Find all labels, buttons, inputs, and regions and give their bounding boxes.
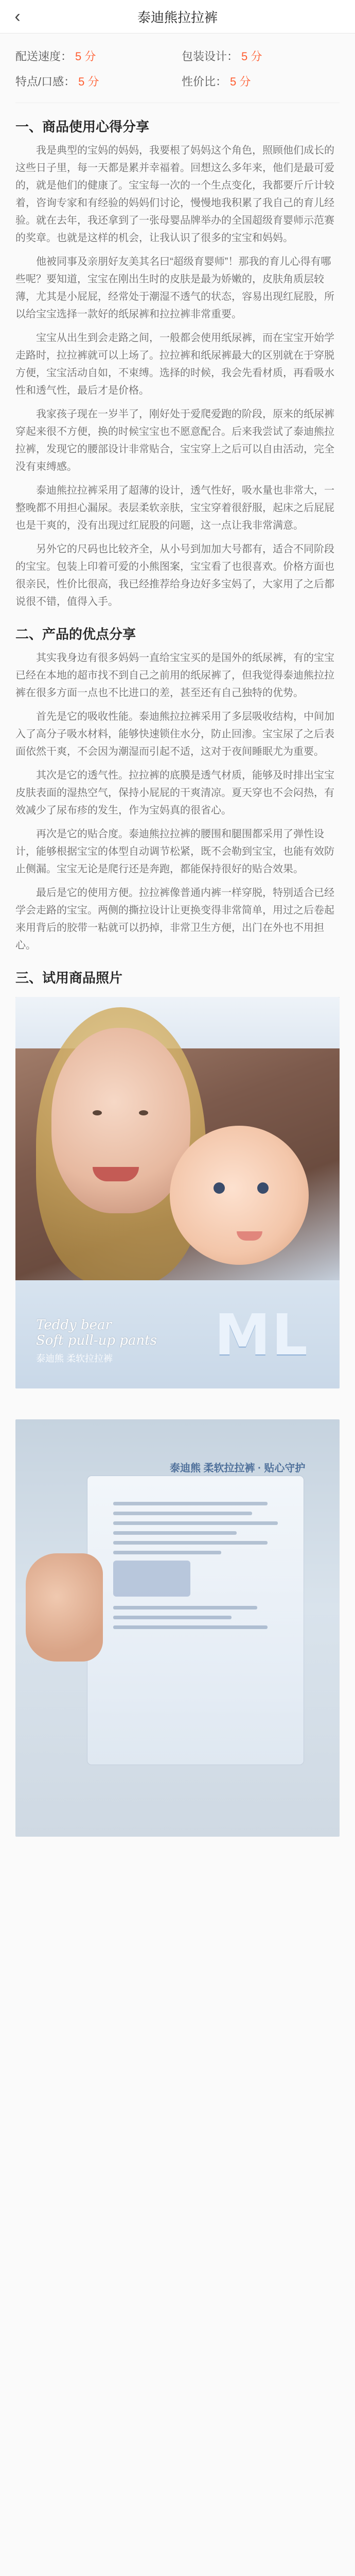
back-arrow-icon[interactable]: ‹ <box>14 7 21 26</box>
print-line <box>113 1502 268 1505</box>
section-title-share: 一、商品使用心得分享 <box>15 119 150 134</box>
advantage-paragraph: 其实我身边有很多妈妈一直给宝宝买的是国外的纸尿裤，有的宝宝已经在本地的超市找不到自己之前用的纸尿裤了，但我觉得泰迪熊拉拉裤在很多方面一点也不比进口的差，甚至还有自己独特的优势。 <box>15 652 334 699</box>
print-line <box>113 1531 237 1535</box>
diaper-print-label: 泰迪熊 柔软拉拉裤 · 贴心守护 <box>170 1463 306 1474</box>
package-size-mark: ML <box>214 1302 309 1368</box>
diaper-print <box>113 1502 283 1635</box>
score-value: 5 分 <box>75 50 96 63</box>
score-value: 5 分 <box>78 75 99 88</box>
package-chinese-text: 泰迪熊 柔软拉拉裤 <box>36 1353 113 1364</box>
section-title-advantages: 二、产品的优点分享 <box>15 626 136 642</box>
score-value: 5 分 <box>241 50 262 63</box>
print-block <box>113 1561 190 1597</box>
print-line <box>113 1521 278 1525</box>
score-grid <box>15 48 340 89</box>
product-photo-package[interactable] <box>15 997 340 1388</box>
share-paragraph: 我家孩子现在一岁半了，刚好处于爱爬爱跑的阶段，原来的纸尿裤穿起来很不方便，换的时候宝宝也不愿意配合。后来我尝试了泰迪熊拉拉裤，发现它的腰部设计非常贴合，宝宝穿上之后可以自由活动，完全没有束缚感。 <box>15 409 334 472</box>
package-english-text <box>36 1317 157 1348</box>
share-paragraph: 另外它的尺码也比较齐全，从小号到加加大号都有，适合不同阶段的宝宝。包装上印着可爱的小熊图案，宝宝看了也很喜欢。价格方面也很亲民，性价比很高，我已经推荐给身边好多宝妈了，大家用了之后都说很不错，值得入手。 <box>15 544 334 607</box>
model-mouth <box>93 1167 139 1181</box>
score-packaging <box>182 48 340 64</box>
print-line <box>113 1512 252 1515</box>
package-line-2: Soft pull-up pants <box>36 1333 157 1348</box>
page-title: 泰迪熊拉拉裤 <box>137 9 218 25</box>
baby-eye <box>214 1182 225 1194</box>
score-label: 包装设计： <box>182 50 239 63</box>
advantage-paragraph: 其次是它的透气性。拉拉裤的底膜是透气材质，能够及时排出宝宝皮肤表面的湿热空气，保持小屁屁的干爽清凉。夏天穿也不会闷热，有效减少了尿布疹的发生，作为宝妈真的很省心。 <box>15 770 334 816</box>
share-paragraph: 他被同事及亲朋好友美其名曰“超级育婴师”！那我的育儿心得有哪些呢？要知道，宝宝在刚出生时的皮肤是最为娇嫩的，皮肤角质层较薄，尤其是小屁屁，经常处于潮湿不透气的状态，容易出现红屁股，所以给宝宝选择一款好的纸尿裤和拉拉裤非常重要。 <box>15 256 334 320</box>
advantage-paragraph: 再次是它的贴合度。泰迪熊拉拉裤的腰围和腿围都采用了弹性设计，能够根据宝宝的体型自动调节松紧，既不会勒到宝宝，也能有效防止侧漏。宝宝无论是爬行还是奔跑，都能保持很好的贴合效果。 <box>15 828 334 875</box>
package-top-band <box>15 997 340 1048</box>
holding-hand <box>26 1553 103 1662</box>
score-label: 性价比： <box>182 75 227 88</box>
score-value-for-money <box>182 73 340 89</box>
share-paragraph: 我是典型的宝妈的妈妈，我要根了妈妈这个角色，照顾他们成长的这些日子里，每一天都是累并幸福着。回想这么多年来，他们是最可爱的，就是他们的健康了。宝宝每一次的一个生点变化，我都要斤斤计较着，咨询专家和有经验的妈妈们讨论，慢慢地我积累了我自己的育儿经验。就在去年，我还拿到了一张母婴品牌举办的全国超级育婴师示范赛的奖章。也就是这样的机会，让我认识了很多的宝宝和妈妈。 <box>15 145 334 244</box>
advantage-paragraph: 首先是它的吸收性能。泰迪熊拉拉裤采用了多层吸收结构，中间加入了高分子吸水材料，能够快速锁住水分，防止回渗。宝宝尿了之后表面依然干爽，不会因为潮湿而引起不适，这对于夜间睡眠尤为重要。 <box>15 711 334 757</box>
score-label: 特点/口感： <box>15 75 76 88</box>
score-label: 配送速度： <box>15 50 73 63</box>
print-line <box>113 1625 268 1629</box>
baby-eye <box>257 1182 269 1194</box>
model-eye <box>93 1110 102 1115</box>
share-paragraph: 宝宝从出生到会走路之间，一般都会使用纸尿裤，而在宝宝开始学走路时，拉拉裤就可以上场了。拉拉裤和纸尿裤最大的区别就在于穿脱方便，宝宝活动自如，不束缚。选择的时候，我会先看材质，再看吸水性和透气性，最后才是价格。 <box>15 332 334 396</box>
product-photo-diaper[interactable] <box>15 1419 340 1837</box>
top-bar <box>0 0 355 33</box>
print-line <box>113 1551 221 1554</box>
print-line <box>113 1616 232 1619</box>
share-paragraph: 泰迪熊拉拉裤采用了超薄的设计，透气性好，吸水量也非常大，一整晚都不用担心漏尿。表层柔软亲肤，宝宝穿着很舒服，起床之后屁屁也是干爽的，没有出现过红屁股的问题，这一点让我非常满意。 <box>15 485 334 531</box>
model-face <box>51 1028 190 1213</box>
print-line <box>113 1541 268 1545</box>
score-feature <box>15 73 173 89</box>
model-eye <box>139 1110 148 1115</box>
score-value: 5 分 <box>230 75 251 88</box>
section-title-photos: 三、试用商品照片 <box>15 970 123 986</box>
advantage-paragraph: 最后是它的使用方便。拉拉裤像普通内裤一样穿脱，特别适合已经学会走路的宝宝。两侧的撕拉设计让更换变得非常简单，用过之后卷起来用背后的胶带一粘就可以扔掉，非常卫生方便，出门在外也不用担心。 <box>15 887 334 951</box>
package-line-1: Teddy bear <box>36 1317 112 1333</box>
print-line <box>113 1606 257 1609</box>
score-delivery <box>15 48 173 64</box>
baby-face <box>170 1126 309 1265</box>
